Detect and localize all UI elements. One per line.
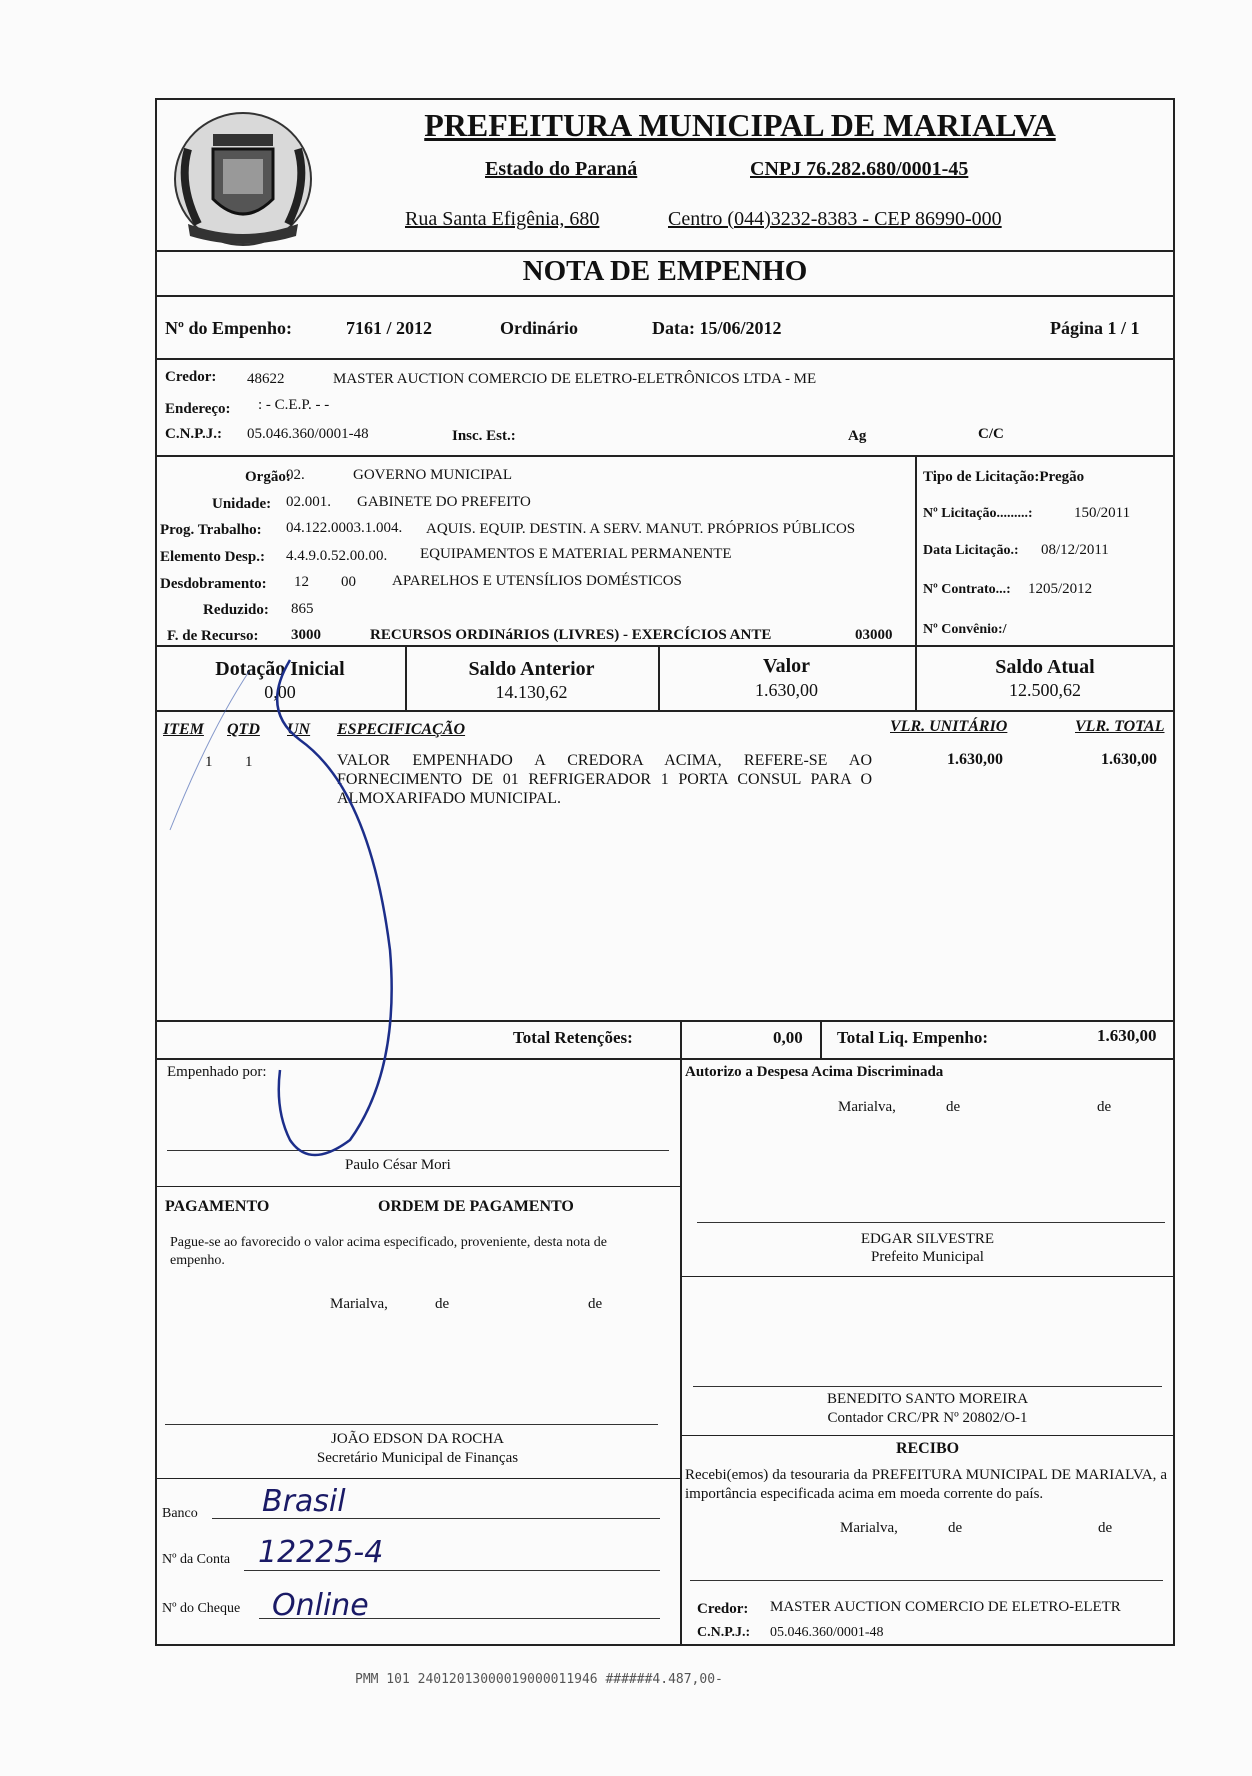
recurso-ref: 03000 bbox=[855, 627, 893, 643]
item-spec: VALOR EMPENHADO A CREDORA ACIMA, REFERE-SE AO FORNECIMENTO DE 01 REFRIGERADOR 1 PORTA CONSUL PARA O ALMOXARIFADO MUNICIPAL. bbox=[337, 752, 872, 807]
prefeito-role: Prefeito Municipal bbox=[871, 1249, 984, 1265]
pagamento-de-1: de bbox=[435, 1296, 450, 1312]
contador-name: BENEDITO SANTO MOREIRA bbox=[826, 1391, 1029, 1407]
desdobramento-desc: APARELHOS E UTENSÍLIOS DOMÉSTICOS bbox=[392, 573, 682, 589]
recibo-cnpj-label: C.N.P.J.: bbox=[697, 1625, 751, 1640]
licitacao-data: 08/12/2011 bbox=[1041, 542, 1109, 558]
prog-label: Prog. Trabalho: bbox=[160, 522, 262, 538]
col-item: ITEM bbox=[163, 721, 204, 738]
conta-label: Nº da Conta bbox=[162, 1552, 231, 1567]
recibo-text: Recebi(emos) da tesouraria da PREFEITURA MUNICIPAL DE MARIALVA, a importância especificada acima em moeda corrente do país. bbox=[685, 1467, 1167, 1502]
conta-handwritten: 12225-4 bbox=[258, 1535, 384, 1570]
empenho-type: Ordinário bbox=[500, 318, 579, 338]
creditor-address-label: Endereço: bbox=[165, 401, 231, 417]
pagamento-text: Pague-se ao favorecido o valor acima especificado, proveniente, desta nota de empenho. bbox=[170, 1235, 607, 1268]
empenho-date: Data: 15/06/2012 bbox=[652, 318, 782, 338]
page-number: Página 1 / 1 bbox=[1050, 318, 1140, 338]
item-number: 1 bbox=[205, 754, 213, 770]
unidade-desc: GABINETE DO PREFEITO bbox=[357, 494, 531, 510]
secretario-name: JOÃO EDSON DA ROCHA bbox=[331, 1431, 504, 1447]
recibo-cnpj-value: 05.046.360/0001-48 bbox=[770, 1625, 884, 1640]
pagamento-label: PAGAMENTO bbox=[165, 1198, 270, 1215]
autorizo-de-1: de bbox=[946, 1099, 961, 1115]
desdobramento-sub: 00 bbox=[341, 574, 356, 590]
autorizo-label: Autorizo a Despesa Acima Discriminada bbox=[685, 1064, 944, 1080]
saldo-anterior-label: Saldo Anterior bbox=[468, 658, 595, 680]
state-label: Estado do Paraná bbox=[485, 158, 638, 180]
empenho-number: 7161 / 2012 bbox=[346, 318, 433, 338]
autorizo-city: Marialva, bbox=[838, 1099, 896, 1115]
page-title: PREFEITURA MUNICIPAL DE MARIALVA bbox=[424, 107, 1056, 143]
contador-role: Contador CRC/PR Nº 20802/O-1 bbox=[827, 1410, 1028, 1426]
reduzido-label: Reduzido: bbox=[203, 602, 269, 618]
creditor-address: : - C.E.P. - - bbox=[258, 397, 330, 413]
item-unit-value: 1.630,00 bbox=[947, 751, 1003, 768]
total-liquido-label: Total Liq. Empenho: bbox=[837, 1028, 988, 1047]
autorizo-de-2: de bbox=[1097, 1099, 1112, 1115]
dotacao-label: Dotação Inicial bbox=[215, 658, 345, 680]
recibo-city: Marialva, bbox=[840, 1520, 898, 1536]
recibo-de-2: de bbox=[1098, 1520, 1113, 1536]
elemento-label: Elemento Desp.: bbox=[160, 549, 265, 565]
prog-code: 04.122.0003.1.004. bbox=[286, 520, 403, 536]
col-unit-value: VLR. UNITÁRIO bbox=[890, 718, 1008, 735]
orgao-code: 02. bbox=[286, 467, 305, 483]
desdobramento-label: Desdobramento: bbox=[160, 576, 267, 592]
recibo-credor-value: MASTER AUCTION COMERCIO DE ELETRO-ELETR bbox=[770, 1599, 1121, 1615]
valor-value: 1.630,00 bbox=[755, 680, 818, 700]
col-spec: ESPECIFICAÇÃO bbox=[337, 721, 466, 738]
prefeito-name: EDGAR SILVESTRE bbox=[860, 1231, 995, 1247]
signature-stroke bbox=[150, 650, 480, 1170]
insc-est-label: Insc. Est.: bbox=[452, 428, 516, 444]
footer-code: PMM 101 24012013000019000011946 ######4.487,00- bbox=[355, 1672, 723, 1687]
col-un: UN bbox=[287, 721, 311, 738]
address-label: Rua Santa Efigênia, 680 bbox=[405, 208, 600, 230]
reduzido-value: 865 bbox=[291, 601, 314, 617]
saldo-atual-label: Saldo Atual bbox=[995, 656, 1095, 678]
creditor-cnpj: 05.046.360/0001-48 bbox=[247, 426, 369, 442]
municipal-coat-of-arms-icon bbox=[168, 104, 318, 254]
desdobramento-code: 12 bbox=[294, 574, 309, 590]
convenio-label: Nº Convênio:/ bbox=[923, 622, 1007, 637]
ag-label: Ag bbox=[848, 428, 867, 444]
creditor-label: Credor: bbox=[165, 369, 217, 385]
total-liquido-value: 1.630,00 bbox=[1097, 1026, 1157, 1045]
recibo-title: RECIBO bbox=[895, 1440, 960, 1457]
cheque-handwritten: Online bbox=[272, 1588, 369, 1623]
cc-label: C/C bbox=[978, 426, 1004, 442]
saldo-atual-value: 12.500,62 bbox=[1009, 680, 1081, 700]
recibo-de-1: de bbox=[948, 1520, 963, 1536]
licitacao-numero-label: Nº Licitação.........: bbox=[923, 506, 1033, 521]
banco-handwritten: Brasil bbox=[262, 1484, 346, 1519]
recibo-credor-label: Credor: bbox=[697, 1601, 749, 1617]
district-phone-label: Centro (044)3232-8383 - CEP 86990-000 bbox=[668, 208, 1002, 230]
pagamento-city: Marialva, bbox=[330, 1296, 388, 1312]
recurso-label: F. de Recurso: bbox=[167, 628, 259, 644]
retencoes-value: 0,00 bbox=[773, 1028, 803, 1047]
banco-label: Banco bbox=[162, 1506, 198, 1521]
dotacao-value: 0,00 bbox=[264, 682, 296, 702]
orgao-desc: GOVERNO MUNICIPAL bbox=[353, 467, 513, 483]
item-qtd: 1 bbox=[245, 754, 253, 770]
contrato-label: Nº Contrato...: bbox=[923, 582, 1011, 597]
prog-desc: AQUIS. EQUIP. DESTIN. A SERV. MANUT. PRÓPRIOS PÚBLICOS bbox=[426, 521, 856, 537]
col-qtd: QTD bbox=[227, 721, 260, 738]
unidade-code: 02.001. bbox=[286, 494, 331, 510]
saldo-anterior-value: 14.130,62 bbox=[495, 682, 568, 702]
licitacao-numero: 150/2011 bbox=[1074, 505, 1131, 521]
document-title: NOTA DE EMPENHO bbox=[522, 255, 808, 287]
orgao-label: Orgão: bbox=[245, 469, 291, 485]
col-total-value: VLR. TOTAL bbox=[1075, 718, 1165, 735]
licitacao-tipo: Tipo de Licitação:Pregão bbox=[923, 469, 1085, 485]
secretario-role: Secretário Municipal de Finanças bbox=[316, 1450, 519, 1466]
licitacao-data-label: Data Licitação.: bbox=[923, 543, 1019, 558]
item-total-value: 1.630,00 bbox=[1101, 751, 1157, 768]
ordem-pagamento-label: ORDEM DE PAGAMENTO bbox=[378, 1198, 574, 1215]
valor-label: Valor bbox=[762, 655, 811, 677]
creditor-cnpj-label: C.N.P.J.: bbox=[165, 426, 222, 442]
elemento-code: 4.4.9.0.52.00.00. bbox=[286, 548, 388, 564]
empenhado-signer: Paulo César Mori bbox=[345, 1157, 451, 1173]
creditor-name: MASTER AUCTION COMERCIO DE ELETRO-ELETRÔNICOS LTDA - ME bbox=[333, 371, 817, 387]
contrato-value: 1205/2012 bbox=[1028, 581, 1093, 597]
retencoes-label: Total Retenções: bbox=[513, 1028, 633, 1047]
pagamento-de-2: de bbox=[588, 1296, 603, 1312]
empenhado-por-label: Empenhado por: bbox=[167, 1064, 267, 1080]
creditor-code: 48622 bbox=[247, 371, 285, 387]
recurso-desc: RECURSOS ORDINáRIOS (LIVRES) - EXERCÍCIOS ANTE bbox=[370, 627, 772, 643]
empenho-number-label: Nº do Empenho: bbox=[165, 318, 292, 338]
cnpj-label: CNPJ 76.282.680/0001-45 bbox=[750, 158, 969, 180]
cheque-label: Nº do Cheque bbox=[162, 1601, 241, 1616]
elemento-desc: EQUIPAMENTOS E MATERIAL PERMANENTE bbox=[420, 546, 732, 562]
recurso-code: 3000 bbox=[291, 627, 321, 643]
unidade-label: Unidade: bbox=[212, 496, 272, 512]
